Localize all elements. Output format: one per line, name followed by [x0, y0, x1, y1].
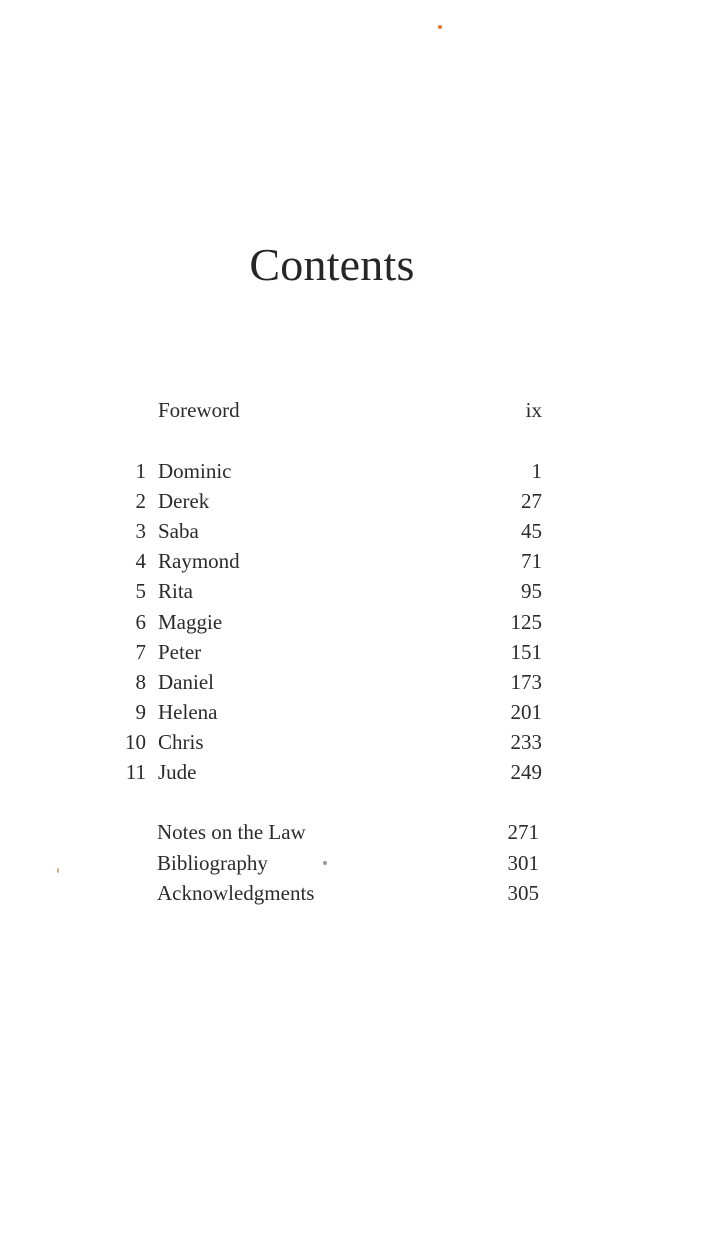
toc-entry-page: 1 [531, 459, 542, 483]
toc-entry-page: 233 [510, 730, 542, 754]
chapter-number: 5 [135, 579, 146, 603]
toc-entry-label: Helena [158, 700, 218, 724]
toc-entry-label: Foreword [158, 398, 240, 422]
toc-entry-page: 249 [510, 760, 542, 784]
toc-entry-label: Rita [158, 579, 193, 603]
chapter-number: 7 [135, 640, 146, 664]
toc-entry-page: 201 [510, 700, 542, 724]
toc-entry-chapter-8[interactable] [0, 667, 712, 697]
toc-entry-label: Bibliography [157, 851, 268, 875]
toc-entry-page: ix [525, 398, 542, 422]
toc-entry-chapter-11[interactable] [0, 757, 712, 787]
chapter-number: 8 [135, 670, 146, 694]
toc-entry-label: Daniel [158, 670, 214, 694]
toc-entry-label: Notes on the Law [157, 820, 306, 844]
chapter-number: 10 [125, 730, 146, 754]
toc-entry-bibliography[interactable] [0, 848, 712, 878]
toc-entry-page: 301 [507, 851, 539, 875]
toc-entry-chapter-5[interactable] [0, 576, 712, 606]
toc-entry-page: 27 [521, 489, 542, 513]
toc-entry-label: Raymond [158, 549, 240, 573]
chapter-number: 3 [135, 519, 146, 543]
toc-entry-label: Saba [158, 519, 199, 543]
chapter-number: 2 [135, 489, 146, 513]
toc-entry-page: 95 [521, 579, 542, 603]
chapter-number: 9 [135, 700, 146, 724]
toc-entry-label: Chris [158, 730, 204, 754]
toc-entry-foreword[interactable] [0, 395, 712, 425]
toc-entry-chapter-2[interactable] [0, 486, 712, 516]
toc-entry-page: 305 [507, 881, 539, 905]
toc-entry-label: Dominic [158, 459, 232, 483]
chapter-number: 6 [135, 610, 146, 634]
toc-entry-chapter-10[interactable] [0, 727, 712, 757]
toc-entry-chapter-9[interactable] [0, 697, 712, 727]
toc-entry-label: Maggie [158, 610, 223, 634]
toc-entry-page: 45 [521, 519, 542, 543]
toc-entry-page: 71 [521, 549, 542, 573]
toc-entry-chapter-7[interactable] [0, 637, 712, 667]
toc-entry-chapter-4[interactable] [0, 546, 712, 576]
toc-entry-chapter-3[interactable] [0, 516, 712, 546]
chapter-number: 11 [125, 760, 146, 784]
toc-entry-chapter-1[interactable] [0, 456, 712, 486]
toc-entry-label: Jude [158, 760, 197, 784]
ink-speck [438, 25, 442, 29]
toc-entry-notes-on-the-law[interactable] [0, 817, 712, 847]
toc-entry-chapter-6[interactable] [0, 607, 712, 637]
toc-entry-page: 271 [507, 820, 539, 844]
toc-entry-page: 125 [510, 610, 542, 634]
toc-entry-acknowledgments[interactable] [0, 878, 712, 908]
chapter-number: 1 [135, 459, 146, 483]
toc-entry-label: Derek [158, 489, 210, 513]
toc-entry-page: 173 [510, 670, 542, 694]
toc-entry-page: 151 [510, 640, 542, 664]
chapter-number: 4 [135, 549, 146, 573]
toc-entry-label: Acknowledgments [157, 881, 315, 905]
page-title: Contents [249, 239, 415, 290]
toc-entry-label: Peter [158, 640, 202, 664]
